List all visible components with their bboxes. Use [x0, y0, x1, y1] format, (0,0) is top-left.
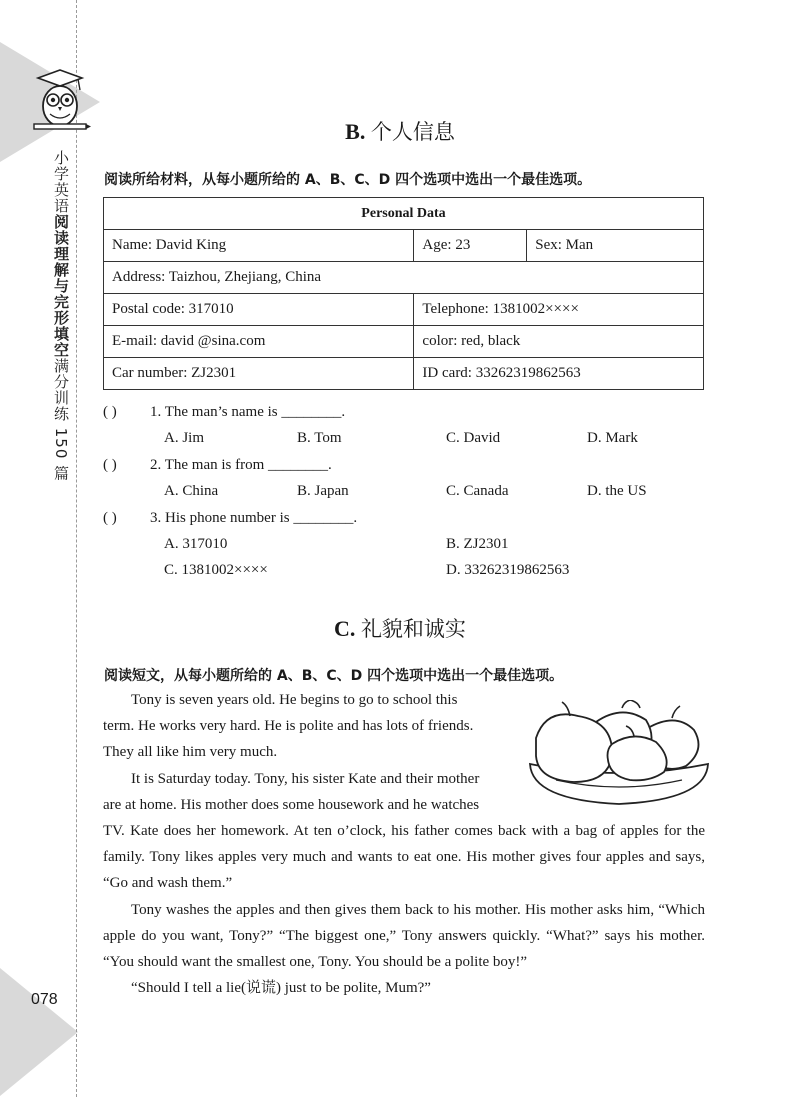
- q2-option-a: A. China: [164, 483, 219, 499]
- apple-bowl-illustration: [526, 700, 712, 810]
- p1-line-3: They all like him very much.: [103, 744, 278, 761]
- passage-paragraph-1: [103, 687, 513, 766]
- q3-option-b: B. ZJ2301: [446, 536, 509, 552]
- q1-option-a: A. Jim: [164, 430, 205, 446]
- q1-option-c: C. David: [446, 430, 501, 446]
- table-cell-color: color: red, black: [414, 326, 704, 358]
- book-series-title: [50, 150, 72, 481]
- personal-data-table: [103, 197, 704, 390]
- q1-option-d: D. Mark: [587, 430, 638, 446]
- question-3-stem: 3. His phone number is ________.: [150, 510, 358, 526]
- section-b-heading: 个人信息: [370, 120, 455, 144]
- section-b-title: [0, 116, 800, 146]
- p1-line-2: term. He works very hard. He is polite and has lots of friends.: [103, 718, 474, 735]
- question-1-stem: 1. The man’s name is ________.: [150, 404, 346, 420]
- series-title-plain: 小学英语: [52, 150, 70, 214]
- section-b-instruction: 阅读所给材料，从每小题所给的 A、B、C、D 四个选项中选出一个最佳选项。: [104, 172, 592, 188]
- sidebar-bottom-triangle: [0, 968, 78, 1096]
- q2-option-d: D. the US: [587, 483, 647, 499]
- series-title-tail: 满分训练 150 篇: [52, 358, 70, 482]
- p2-line-2: are at home. His mother does some housework and he watches: [103, 797, 480, 814]
- q2-option-c: C. Canada: [446, 483, 509, 499]
- q1-option-b: B. Tom: [297, 430, 342, 446]
- table-cell-sex: Sex: Man: [527, 230, 704, 262]
- section-b-letter: B.: [345, 119, 366, 144]
- p1-line-1: Tony is seven years old. He begins to go to school this: [131, 692, 458, 708]
- q3-option-d: D. 33262319862563: [446, 562, 570, 578]
- table-header: Personal Data: [104, 198, 704, 230]
- question-2-stem: 2. The man is from ________.: [150, 457, 332, 473]
- table-cell-telephone: Telephone: 1381002××××: [414, 294, 704, 326]
- section-c-letter: C.: [334, 616, 356, 641]
- section-c-instruction: 阅读短文，从每小题所给的 A、B、C、D 四个选项中选出一个最佳选项。: [104, 668, 564, 684]
- section-c-title: [0, 613, 800, 643]
- page-number: 078: [31, 991, 58, 1008]
- series-title-bold: 阅读理解与完形填空: [52, 214, 70, 358]
- table-cell-idcard: ID card: 33262319862563: [414, 358, 704, 390]
- passage-paragraph-4: “Should I tell a lie(说谎) just to be polite, Mum?”: [131, 980, 431, 996]
- table-cell-age: Age: 23: [414, 230, 527, 262]
- passage-paragraph-2-start: [103, 766, 513, 818]
- sidebar-divider: [76, 0, 77, 1097]
- answer-blank-q3[interactable]: ( ): [103, 510, 117, 526]
- answer-blank-q1[interactable]: ( ): [103, 404, 117, 420]
- passage-paragraph-3: Tony washes the apples and then gives them back to his mother. His mother asks him, “Which apple do you want, Tony?” “The biggest one,” Tony answers quickly. “What?” says his mother. “You should want the smallest one, Tony. You should be a polite boy!”: [103, 902, 705, 971]
- table-cell-car: Car number: ZJ2301: [104, 358, 414, 390]
- q3-option-a: A. 317010: [164, 536, 228, 552]
- table-cell-name: Name: David King: [104, 230, 414, 262]
- q2-option-b: B. Japan: [297, 483, 349, 499]
- q3-option-c: C. 1381002××××: [164, 562, 268, 578]
- table-cell-postal: Postal code: 317010: [104, 294, 414, 326]
- passage-paragraph-2-rest: TV. Kate does her homework. At ten o’clock, his father comes back with a bag of apples for the family. Tony likes apples very much and wants to eat one. His mother gives four apples and says, “Go and wash them.”: [103, 823, 705, 892]
- table-cell-address: Address: Taizhou, Zhejiang, China: [104, 262, 704, 294]
- section-c-heading: 礼貌和诚实: [360, 617, 466, 641]
- p2-line-1: It is Saturday today. Tony, his sister Kate and their mother: [131, 771, 480, 787]
- answer-blank-q2[interactable]: ( ): [103, 457, 117, 473]
- table-cell-email: E-mail: david @sina.com: [104, 326, 414, 358]
